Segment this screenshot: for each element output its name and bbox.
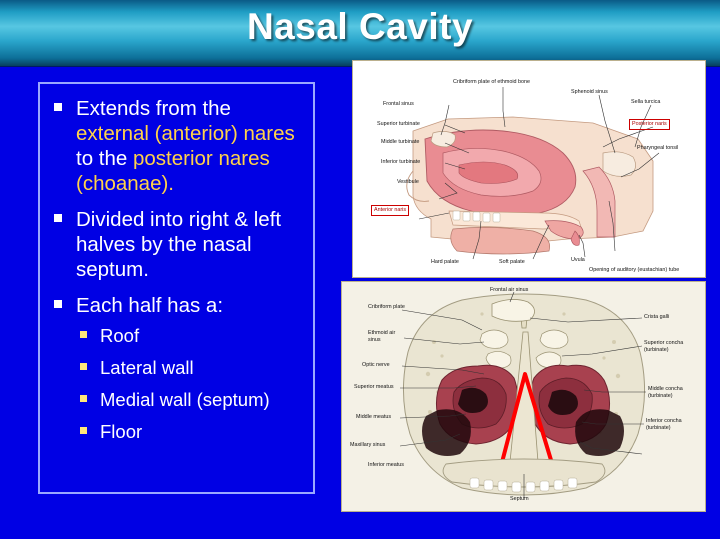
title-bar [0, 0, 720, 66]
label-middle-turbinate: Middle turbinate [381, 139, 420, 145]
list-item [50, 207, 305, 282]
square-bullet-icon [80, 331, 87, 338]
sub-bullet-text-3: Medial wall (septum) [100, 389, 270, 410]
list-item [50, 293, 305, 443]
label-vestibule: Vestibule [397, 179, 419, 185]
label-middle-meatus: Middle meatus [356, 414, 392, 420]
sub-list-item [76, 420, 305, 443]
figure-sagittal-section [352, 60, 706, 278]
label-inferior-concha: Inferior concha (turbinate) [646, 418, 682, 431]
square-bullet-icon [54, 103, 62, 111]
list-item [50, 96, 305, 196]
label-posterior-naris: Posterior naris [629, 119, 670, 130]
label-optic-nerve: Optic nerve [362, 362, 390, 368]
label-sphenoid-sinus: Sphenoid sinus [571, 89, 608, 95]
sub-bullet-list [76, 324, 305, 443]
label-anterior-naris: Anterior naris [371, 205, 409, 216]
label-superior-turbinate: Superior turbinate [377, 121, 420, 127]
label-uvula: Uvula [571, 257, 585, 263]
square-bullet-icon [54, 214, 62, 222]
square-bullet-icon [80, 363, 87, 370]
label-septum: Septum [510, 496, 529, 502]
label-superior-meatus: Superior meatus [354, 384, 394, 390]
label-middle-concha: Middle concha (turbinate) [648, 386, 683, 399]
label-frontal-sinus: Frontal sinus [383, 101, 414, 107]
bullet-text-1: Extends from the external (anterior) nares to the posterior nares (choanae). [76, 97, 295, 195]
label-inferior-turbinate: Inferior turbinate [381, 159, 421, 165]
sub-bullet-text-4: Floor [100, 421, 143, 442]
label-cribriform-plate: Cribriform plate of ethmoid bone [453, 79, 531, 85]
label-ethmoid-air-sinus: Ethmoid air sinus [368, 330, 396, 343]
sub-bullet-text-1: Roof [100, 325, 140, 346]
sub-list-item [76, 324, 305, 347]
square-bullet-icon [54, 300, 62, 308]
label-superior-concha: Superior concha (turbinate) [644, 340, 684, 353]
label-pharyngeal-tonsil: Pharyngeal tonsil [637, 145, 679, 151]
bullet-text-3: Each half has a: [76, 294, 224, 317]
sub-list-item [76, 388, 305, 411]
sub-bullet-text-2: Lateral wall [100, 357, 194, 378]
square-bullet-icon [80, 395, 87, 402]
label-soft-palate: Soft palate [499, 259, 525, 265]
label-sella-turcica: Sella turcica [631, 99, 661, 105]
content-text-panel [38, 82, 315, 494]
label-inferior-meatus: Inferior meatus [368, 462, 404, 468]
label-crista-galli: Crista galli [644, 314, 670, 320]
label-frontal-air-sinus: Frontal air sinus [490, 287, 529, 293]
sub-list-item [76, 356, 305, 379]
label-hard-palate: Hard palate [431, 259, 459, 265]
bullet-text-2: Divided into right & left halves by the nasal septum. [76, 208, 282, 281]
figure-coronal-section [341, 281, 706, 512]
label-auditory-tube-opening: Opening of auditory (eustachian) tube [589, 267, 680, 273]
square-bullet-icon [80, 427, 87, 434]
bullet-list [50, 96, 305, 443]
label-maxillary-sinus: Maxillary sinus [350, 442, 386, 448]
sagittal-illustration [353, 61, 705, 277]
page-title: Nasal Cavity [246, 6, 474, 47]
label-cribriform-plate: Cribriform plate [368, 304, 405, 310]
